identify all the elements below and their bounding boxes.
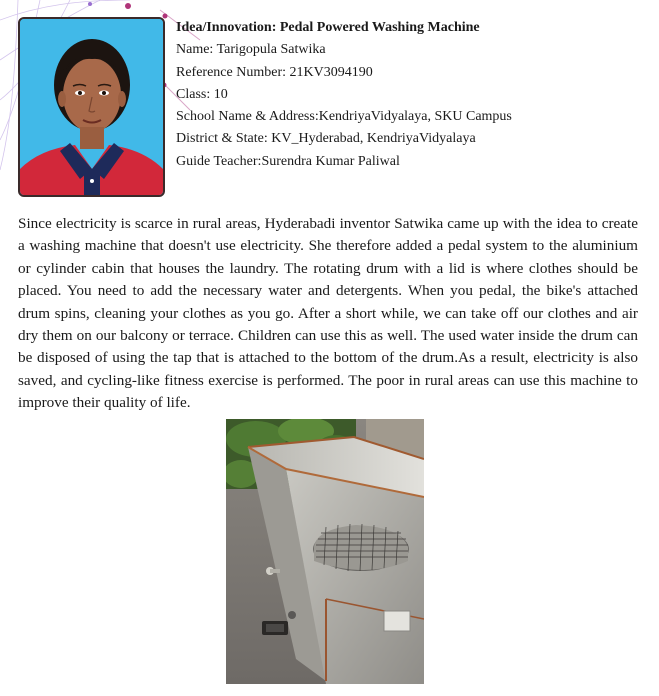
student-name: Name: Tarigopula Satwika	[176, 42, 326, 58]
description-paragraph: Since electricity is scarce in rural areas, Hyderabadi inventor Satwika came up with the idea to create a washing machine that doesn't use electricity. She therefore added a pedal system to the aluminium or cylinder cabin that houses the laundry. The rotating drum with a lid is where clothes should be placed. You need to add the necessary water and detergents. When you pedal, the bike's attached drum spins, cleaning your clothes as you go. After a short while, we can take off our clothes and air dry them on our balcony or terrace. Children can use this as well. The used water inside the drum can be disposed of using the tap that is attached to the bottom of the drum.As a result, electricity is also saved, and cycling-like fitness exercise is performed. The poor in rural areas can use this machine to improve their quality of life.	[18, 215, 638, 412]
washing-machine-photo	[226, 419, 424, 684]
district-state: District & State: KV_Hyderabad, KendriyaVidyalaya	[176, 131, 476, 147]
guide-teacher: Guide Teacher:Surendra Kumar Paliwal	[176, 153, 400, 169]
school-address: School Name & Address:KendriyaVidyalaya, SKU Campus	[176, 109, 512, 125]
reference-number: Reference Number: 21KV3094190	[176, 64, 373, 80]
class-label: Class: 10	[176, 86, 228, 102]
profile-details	[176, 17, 646, 173]
student-photo	[18, 17, 165, 197]
idea-title: Idea/Innovation: Pedal Powered Washing Machine	[176, 20, 480, 35]
